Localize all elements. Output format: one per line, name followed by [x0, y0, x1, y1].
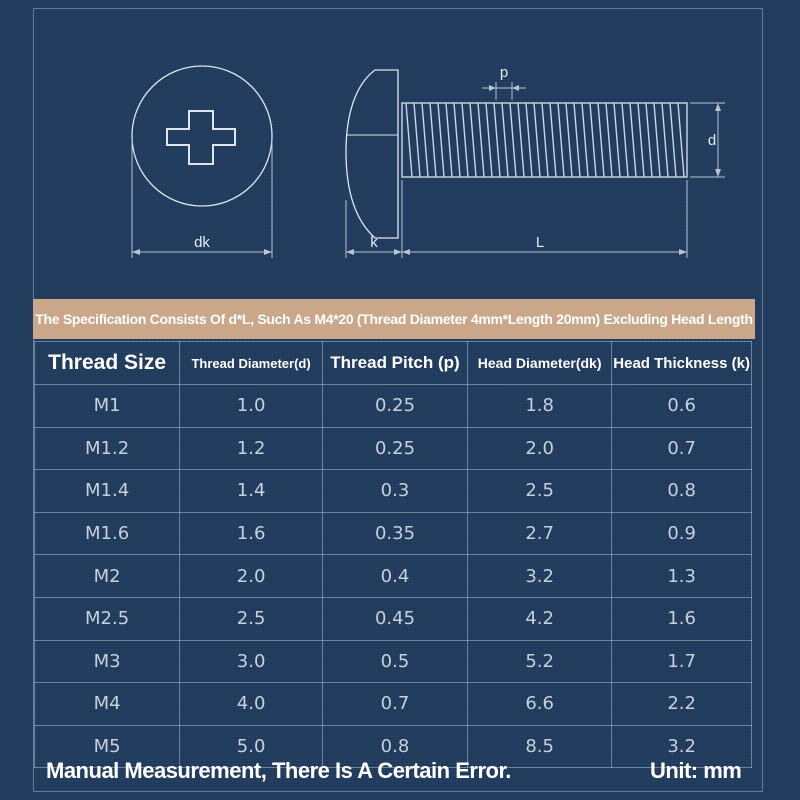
table-cell: 1.7: [612, 640, 752, 683]
l-label: L: [535, 234, 545, 251]
table-cell: 1.8: [468, 385, 612, 428]
col-thread-diameter: Thread Diameter(d): [180, 342, 323, 385]
table-cell: 2.0: [468, 427, 612, 470]
table-header-row: [35, 342, 752, 385]
p-label: p: [499, 64, 509, 81]
table-cell: 0.25: [322, 385, 467, 428]
spec-banner: The Specification Consists Of d*L, Such As M4*20 (Thread Diameter 4mm*Length 20mm) Excluding Head Length: [33, 299, 755, 339]
col-thread-pitch: Thread Pitch (p): [322, 342, 467, 385]
phillips-cross: [167, 111, 235, 164]
table-cell: 3.0: [180, 640, 323, 683]
thread-lines: [406, 103, 684, 177]
head-side-view: [346, 70, 398, 238]
table-row: [35, 683, 752, 726]
table-cell: 2.0: [180, 555, 323, 598]
table-cell: 2.7: [468, 512, 612, 555]
table-row: [35, 640, 752, 683]
table-row: [35, 470, 752, 513]
table-cell: 1.4: [180, 470, 323, 513]
k-label: k: [370, 234, 378, 251]
table-cell: 1.3: [612, 555, 752, 598]
table-cell: 4.0: [180, 683, 323, 726]
table-cell: 2.2: [612, 683, 752, 726]
table-cell: 3.2: [468, 555, 612, 598]
table-cell: 6.6: [468, 683, 612, 726]
table-cell: 1.0: [180, 385, 323, 428]
screw-technical-drawing: [0, 0, 800, 300]
table-cell: M1.4: [35, 470, 180, 513]
table-cell: 1.6: [180, 512, 323, 555]
table-cell: 0.9: [612, 512, 752, 555]
table-cell: 0.7: [612, 427, 752, 470]
table-cell: 0.3: [322, 470, 467, 513]
table-cell: 0.8: [612, 470, 752, 513]
table-cell: 5.0: [180, 725, 323, 768]
table-cell: 0.6: [612, 385, 752, 428]
table-cell: M1.6: [35, 512, 180, 555]
table-cell: 4.2: [468, 597, 612, 640]
table-cell: 2.5: [180, 597, 323, 640]
table-cell: 1.2: [180, 427, 323, 470]
table-cell: 3.2: [612, 725, 752, 768]
table-cell: M1.2: [35, 427, 180, 470]
table-cell: 0.25: [322, 427, 467, 470]
table-cell: 1.6: [612, 597, 752, 640]
table-cell: 0.7: [322, 683, 467, 726]
table-cell: M2: [35, 555, 180, 598]
table-row: [35, 597, 752, 640]
col-head-thickness: Head Thickness (k): [612, 342, 752, 385]
dk-label: dk: [194, 234, 210, 251]
table-cell: 0.35: [322, 512, 467, 555]
table-cell: 0.5: [322, 640, 467, 683]
table-cell: 2.5: [468, 470, 612, 513]
table-cell: 5.2: [468, 640, 612, 683]
col-thread-size: Thread Size: [35, 342, 180, 385]
table-row: [35, 385, 752, 428]
table-cell: M2.5: [35, 597, 180, 640]
d-label: d: [707, 132, 717, 149]
table-cell: M4: [35, 683, 180, 726]
table-cell: M3: [35, 640, 180, 683]
table-cell: M1: [35, 385, 180, 428]
table-row: [35, 512, 752, 555]
table-cell: 0.45: [322, 597, 467, 640]
head-top-view: [132, 66, 272, 206]
table-row: [35, 555, 752, 598]
table-cell: 8.5: [468, 725, 612, 768]
table-row: [35, 427, 752, 470]
col-head-diameter: Head Diameter(dk): [468, 342, 612, 385]
table-cell: 0.4: [322, 555, 467, 598]
measurement-note: Manual Measurement, There Is A Certain Error.: [46, 758, 511, 783]
unit-label: Unit: mm: [650, 758, 742, 783]
spec-table: [34, 341, 752, 768]
table-cell: 0.8: [322, 725, 467, 768]
table-cell: M5: [35, 725, 180, 768]
